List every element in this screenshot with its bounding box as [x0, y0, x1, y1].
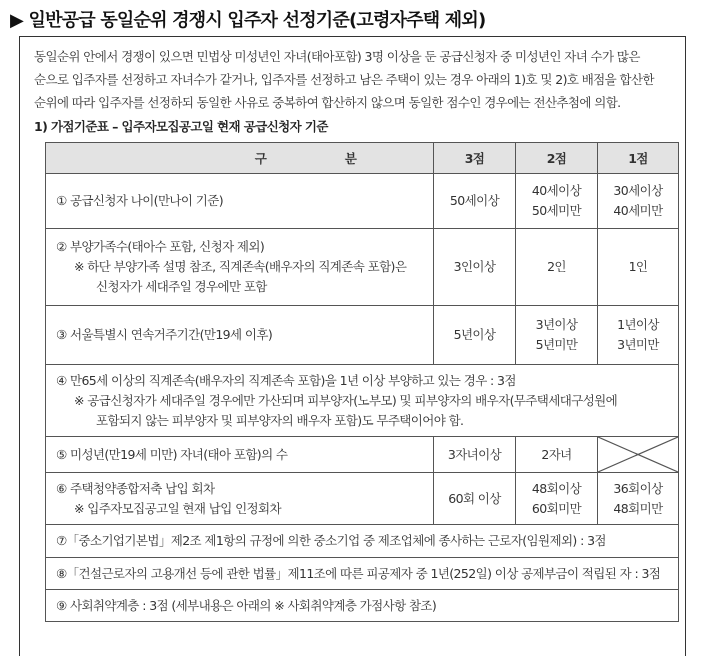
- score-2: [516, 306, 598, 365]
- intro-line: 순으로 입주자를 선정하고 자녀수가 같거나, 입주자를 선정하고 남은 주택이 있는 경우 아래의 1)호 및 2)호 배점을 합산한: [34, 72, 654, 87]
- table-row: [46, 229, 679, 306]
- score-1: [598, 306, 679, 365]
- header-2-points: 2점: [516, 143, 598, 174]
- row-note: ※ 공급신청자가 세대주일 경우에만 가산되며 피부양자(노부모) 및 피부양자의 배우자(무주택세대구성원에: [74, 392, 618, 408]
- table-row: [46, 174, 679, 229]
- score-2-line: 5년미만: [535, 337, 578, 352]
- not-applicable-cell: [598, 437, 679, 473]
- score-2-line: 60회미만: [531, 500, 582, 516]
- header-gubun-2: 분: [344, 151, 357, 166]
- score-2: 2인: [516, 229, 598, 306]
- row-note: ※ 입주자모집공고일 현재 납입 인정회차: [74, 500, 281, 516]
- score-1-line: 40세미만: [613, 203, 663, 218]
- row-note: ※ 하단 부양가족 설명 참조, 직계존속(배우자의 직계존속 포함)은: [74, 259, 407, 274]
- score-3: 3인이상: [434, 229, 516, 306]
- row-label: [46, 365, 679, 437]
- table-row: [46, 473, 679, 525]
- row-label: ⑧「건설근로자의 고용개선 등에 관한 법률」제11조에 따른 피공제자 중 1년(252일) 이상 공제부금이 적립된 자 : 3점: [46, 558, 679, 590]
- page-heading: ▶ 일반공급 동일순위 경쟁시 입주자 선정기준(고령자주택 제외): [10, 10, 486, 31]
- score-2-line: 48회이상: [531, 480, 582, 496]
- table-row: [46, 558, 679, 590]
- row-note: 포함되지 않는 피부양자 및 피부양자의 배우자 포함)도 무주택이어야 함.: [96, 412, 464, 428]
- table-row: [46, 306, 679, 365]
- section-title: 1) 가점기준표 – 입주자모집공고일 현재 공급신청자 기준: [34, 119, 328, 134]
- score-1-line: 3년미만: [617, 337, 659, 352]
- row-label: [46, 229, 434, 306]
- header-category: [46, 143, 434, 174]
- score-2-line: 3년이상: [535, 317, 578, 332]
- cross-out-icon: [598, 437, 678, 472]
- row-label-text: ⑥ 주택청약종합저축 납입 회차: [56, 480, 215, 496]
- row-label: ⑤ 미성년(만19세 미만) 자녀(태아 포함)의 수: [46, 437, 434, 473]
- row-label: ⑦「중소기업기본법」제2조 제1항의 규정에 의한 중소기업 중 제조업체에 종사하는 근로자(임원제외) : 3점: [46, 525, 679, 558]
- header-gubun-1: 구: [254, 151, 267, 166]
- table-header-row: [46, 143, 679, 174]
- score-2: 2자녀: [516, 437, 598, 473]
- score-1: [598, 174, 679, 229]
- intro-paragraph: [34, 45, 674, 114]
- score-1-line: 36회이상: [613, 480, 663, 496]
- row-label: ③ 서울특별시 연속거주기간(만19세 이후): [46, 306, 434, 365]
- score-1-line: 30세이상: [613, 183, 663, 198]
- score-3: 5년이상: [434, 306, 516, 365]
- row-note: 신청자가 세대주일 경우에만 포함: [96, 279, 267, 294]
- score-2-line: 40세이상: [531, 183, 582, 198]
- row-label-text: ② 부양가족수(태아수 포함, 신청자 제외): [56, 239, 265, 254]
- table-row: [46, 590, 679, 622]
- intro-line: 순위에 따라 입주자를 선정하되 동일한 사유로 중복하여 합산하지 않으며 동일한 점수인 경우에는 전산추첨에 의함.: [34, 95, 621, 110]
- intro-line: 동일순위 안에서 경쟁이 있으면 민법상 미성년인 자녀(태아포함) 3명 이상을 둔 공급신청자 중 미성년인 자녀 수가 많은: [34, 49, 640, 64]
- table-row: [46, 525, 679, 558]
- score-2-line: 50세미만: [531, 203, 582, 218]
- header-3-points: 3점: [434, 143, 516, 174]
- table-row: [46, 437, 679, 473]
- score-1-line: 1년이상: [617, 317, 659, 332]
- score-3: 60회 이상: [434, 473, 516, 525]
- table-row: [46, 365, 679, 437]
- score-2: [516, 174, 598, 229]
- row-label-text: ④ 만65세 이상의 직계존속(배우자의 직계존속 포함)을 1년 이상 부양하고 있는 경우 : 3점: [56, 372, 516, 388]
- score-3: 50세이상: [434, 174, 516, 229]
- score-1: 1인: [598, 229, 679, 306]
- score-1-line: 48회미만: [613, 500, 663, 516]
- score-table: [45, 142, 679, 622]
- score-3: 3자녀이상: [434, 437, 516, 473]
- row-label: ⑨ 사회취약계층 : 3점 (세부내용은 아래의 ※ 사회취약계층 가점사항 참조): [46, 590, 679, 622]
- header-1-point: 1점: [598, 143, 679, 174]
- score-2: [516, 473, 598, 525]
- score-1: [598, 473, 679, 525]
- row-label: [46, 473, 434, 525]
- row-label: ① 공급신청자 나이(만나이 기준): [46, 174, 434, 229]
